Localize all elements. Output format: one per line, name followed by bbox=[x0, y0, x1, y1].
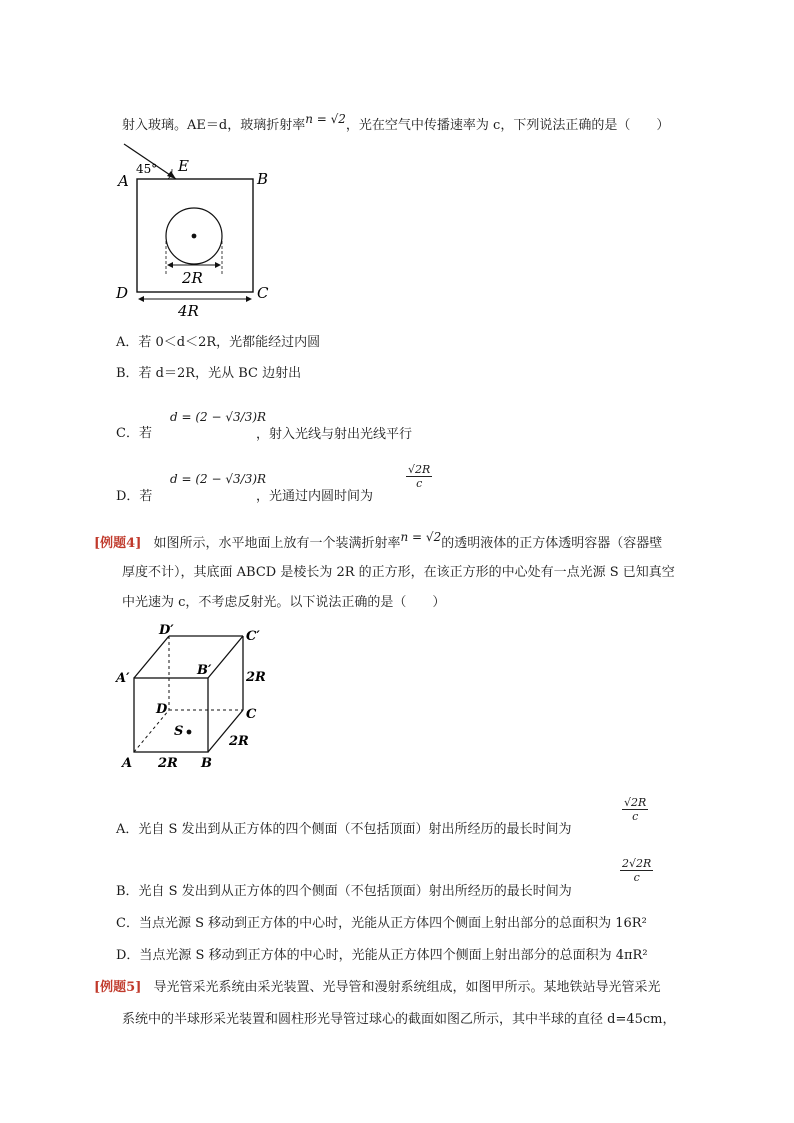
q3-option-c: C．若 bbox=[116, 426, 152, 441]
q4-a-fraction: $\frac{√2R}{c}$ bbox=[624, 796, 647, 824]
arrow-right-icon bbox=[215, 262, 221, 268]
q3-option-a: A．若 0＜d＜2R，光都能经过内圆 bbox=[116, 335, 321, 350]
label-2r-height: 2R bbox=[246, 670, 266, 685]
edge bbox=[134, 636, 169, 678]
label-b: B bbox=[201, 756, 212, 771]
q3-option-b: B．若 d＝2R，光从 BC 边射出 bbox=[116, 366, 302, 381]
label-2r-width: 2R bbox=[158, 756, 178, 771]
d-formula-c: d = (2 − √3/3)R bbox=[170, 410, 267, 424]
q3-option-d: D．若 bbox=[116, 489, 153, 504]
light-source-s bbox=[187, 730, 192, 735]
label-d: D bbox=[116, 284, 129, 302]
arrow-left-icon bbox=[138, 296, 144, 302]
label-a: A bbox=[122, 756, 133, 771]
front-face bbox=[134, 678, 208, 752]
label-c: C bbox=[257, 284, 269, 302]
q4-b-fraction: $\frac{2√2R}{c}$ bbox=[622, 857, 652, 885]
label-d-prime: D′ bbox=[159, 623, 174, 638]
refractive-index-formula: n = √2 bbox=[400, 530, 442, 544]
q4-option-c: C．当点光源 S 移动到正方体的中心时，光能从正方体四个侧面上射出部分的总面积为 16R² bbox=[116, 916, 647, 931]
label-s: S bbox=[174, 724, 184, 739]
label-c-prime: C′ bbox=[246, 629, 260, 644]
arrow-left-icon bbox=[167, 262, 173, 268]
q4-option-b: B．光自 S 发出到从正方体的四个侧面（不包括顶面）射出所经历的最长时间为 bbox=[116, 884, 572, 899]
label-e: E bbox=[178, 157, 189, 175]
label-a: A bbox=[118, 172, 129, 190]
q4-option-a: A．光自 S 发出到从正方体的四个侧面（不包括顶面）射出所经历的最长时间为 bbox=[116, 822, 572, 837]
q5-tag: [例题5] bbox=[94, 980, 142, 995]
square-glass-figure bbox=[110, 140, 290, 325]
circle-center bbox=[192, 234, 197, 239]
label-c: C bbox=[246, 707, 257, 722]
label-angle: 45° bbox=[136, 162, 158, 176]
q4-line1: [例题4] 如图所示，水平地面上放有一个装满折射率n = √2的透明液体的正方体透明容器（容器壁 bbox=[94, 530, 663, 551]
time-fraction: $\frac{√2R}{c}$ bbox=[408, 463, 431, 491]
q5-line1: [例题5] 导光管采光系统由采光装置、光导管和漫射系统组成，如图甲所示。某地铁站导光管采光 bbox=[94, 980, 661, 995]
label-2r-depth: 2R bbox=[229, 734, 249, 749]
label-2r: 2R bbox=[182, 269, 203, 287]
q3-option-c-tail: ，射入光线与射出光线平行 bbox=[256, 427, 413, 442]
q3-option-d-tail: ，光通过内圆时间为 bbox=[256, 489, 374, 504]
d-formula-d: d = (2 − √3/3)R bbox=[170, 472, 267, 486]
q4-tag: [例题4] bbox=[94, 536, 142, 551]
cube-figure bbox=[112, 620, 282, 775]
q3-intro: 射入玻璃。AE＝d，玻璃折射率n = √2，光在空气中传播速率为 c，下列说法正确的是（ ） bbox=[122, 112, 670, 133]
q4-line3: 中光速为 c，不考虑反射光。以下说法正确的是（ ） bbox=[122, 595, 446, 610]
arrow-right-icon bbox=[246, 296, 252, 302]
label-4r: 4R bbox=[178, 302, 199, 320]
label-b: B bbox=[257, 170, 269, 188]
refractive-index-formula: n = √2 bbox=[305, 112, 346, 126]
label-a-prime: A′ bbox=[116, 671, 130, 686]
edge bbox=[208, 636, 243, 678]
label-d: D bbox=[156, 702, 168, 717]
q5-line2: 系统中的半球形采光装置和圆柱形光导管过球心的截面如图乙所示，其中半球的直径 d=45cm， bbox=[122, 1012, 676, 1027]
q4-line2: 厚度不计），其底面 ABCD 是棱长为 2R 的正方形，在该正方形的中心处有一点光源 S 已知真空 bbox=[122, 565, 675, 580]
q4-option-d: D．当点光源 S 移动到正方体的中心时，光能从正方体四个侧面上射出部分的总面积为 4πR² bbox=[116, 948, 648, 963]
label-b-prime: B′ bbox=[197, 663, 212, 678]
